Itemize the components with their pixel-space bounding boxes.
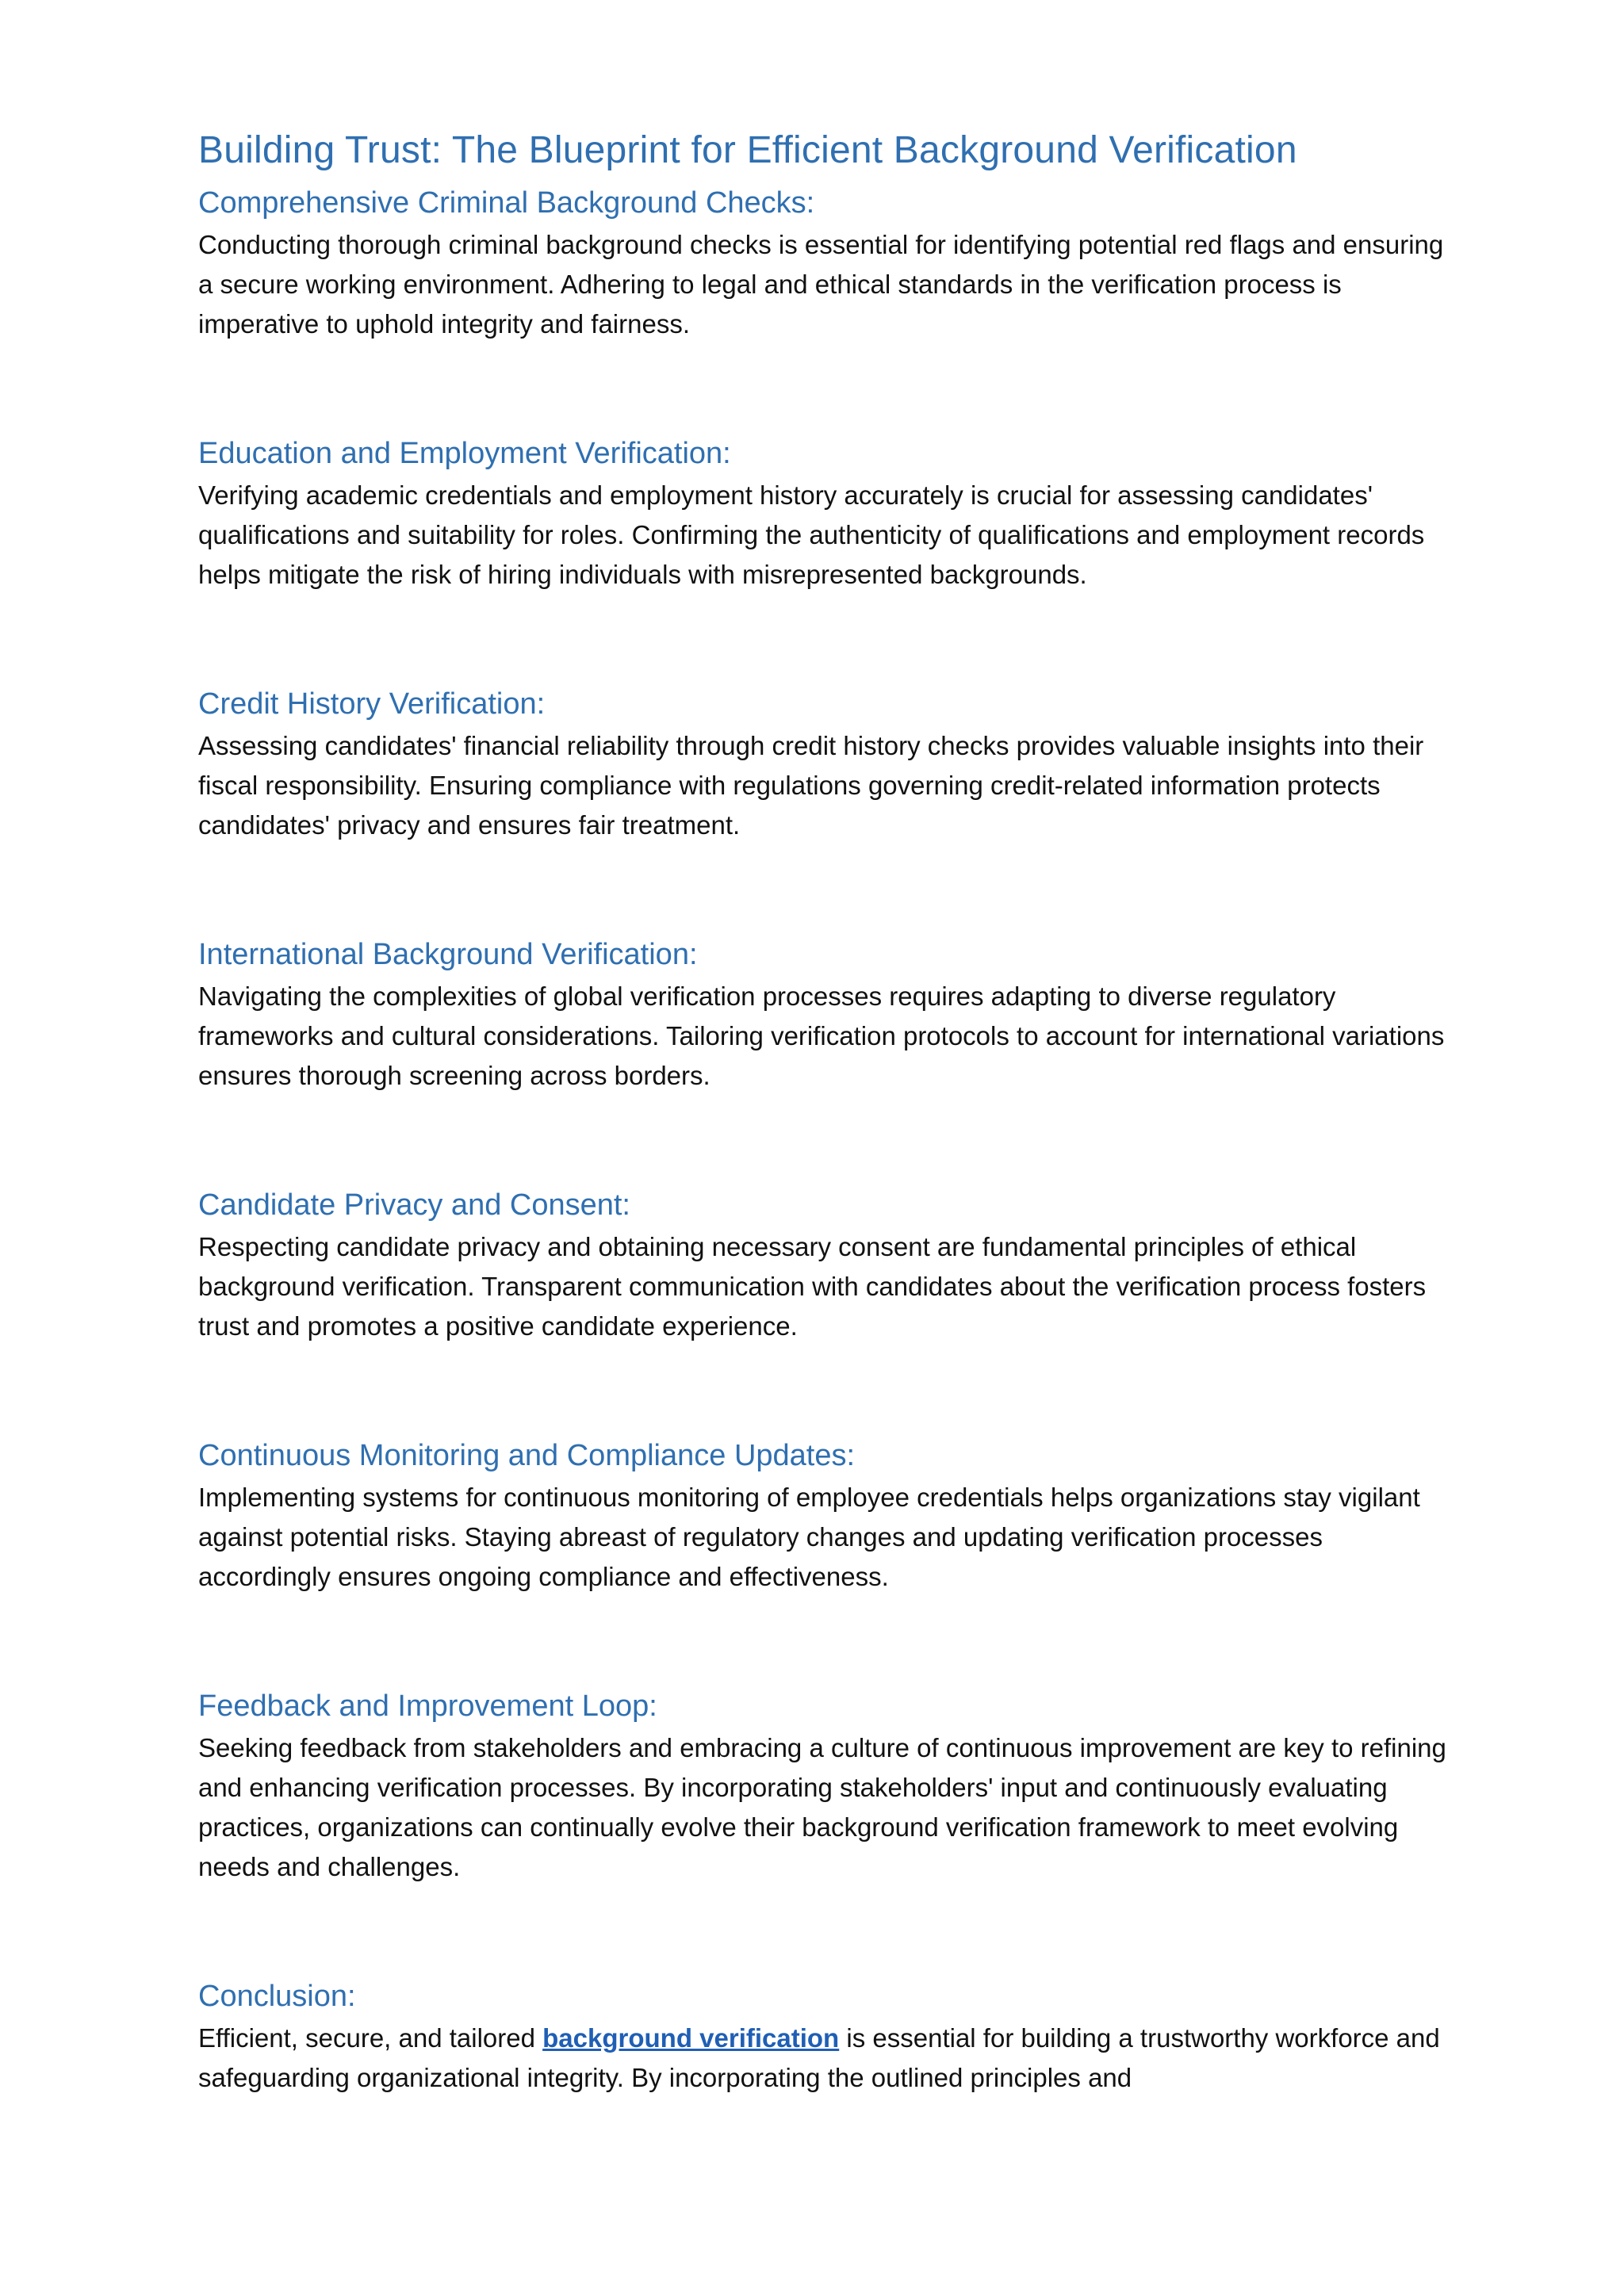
section-heading: Credit History Verification: (198, 687, 546, 721)
section-feedback-loop (198, 1686, 1451, 1887)
section-heading: Continuous Monitoring and Compliance Updates: (198, 1439, 856, 1472)
section-education-employment (198, 433, 1451, 595)
section-conclusion (198, 1976, 1451, 2098)
section-body: Navigating the complexities of global verification processes requires adapting to diverse regulatory frameworks and cultural considerations. Tailoring verification protocols to account for international variations ensures thorough screening across borders. (198, 982, 1445, 1090)
section-heading: Feedback and Improvement Loop: (198, 1689, 657, 1723)
conclusion-heading: Conclusion: (198, 1980, 356, 2013)
section-continuous-monitoring (198, 1435, 1451, 1597)
background-verification-link[interactable]: background verification (542, 2023, 840, 2053)
section-heading: Education and Employment Verification: (198, 437, 731, 470)
section-privacy-consent (198, 1184, 1451, 1346)
section-heading: Candidate Privacy and Consent: (198, 1188, 630, 1222)
section-body: Seeking feedback from stakeholders and embracing a culture of continuous improvement are key to refining and enhancing verification processes. By incorporating stakeholders' input and continuously evaluating practices, organizations can continually evolve their background verification framework to meet evolving needs and challenges. (198, 1733, 1446, 1881)
document-title: Building Trust: The Blueprint for Efficient Background Verification (198, 129, 1297, 171)
conclusion-text-after-link: is essential for building a trustworthy workforce and safeguarding organizational integrity. By incorporating the outlined principles and (198, 2023, 1440, 2092)
section-international (198, 934, 1451, 1096)
section-body: Verifying academic credentials and employment history accurately is crucial for assessing candidates' qualifications and suitability for roles. Confirming the authenticity of qualifications and employment records helps mitigate the risk of hiring individuals with misrepresented backgrounds. (198, 480, 1425, 589)
conclusion-text-before-link: Efficient, secure, and tailored (198, 2023, 543, 2053)
section-body: Respecting candidate privacy and obtaining necessary consent are fundamental principles of ethical background verification. Transparent communication with candidates about the verification process fosters trust and promotes a positive candidate experience. (198, 1232, 1427, 1341)
section-body: Implementing systems for continuous monitoring of employee credentials helps organizations stay vigilant against potential risks. Staying abreast of regulatory changes and updating verification processes accordingly ensures ongoing compliance and effectiveness. (198, 1483, 1420, 1591)
document-content (198, 127, 1451, 2098)
section-heading: International Background Verification: (198, 938, 698, 971)
section-criminal-checks (198, 182, 1451, 344)
section-body: Assessing candidates' financial reliability through credit history checks provides valuable insights into their fiscal responsibility. Ensuring compliance with regulations governing credit-related information protects candidates' privacy and ensures fair treatment. (198, 731, 1424, 840)
conclusion-body (198, 2019, 1451, 2098)
section-credit-history (198, 683, 1451, 845)
section-body: Conducting thorough criminal background checks is essential for identifying potential red flags and ensuring a secure working environment. Adhering to legal and ethical standards in the verification process is imperative to uphold integrity and fairness. (198, 230, 1444, 339)
section-heading: Comprehensive Criminal Background Checks: (198, 186, 815, 220)
